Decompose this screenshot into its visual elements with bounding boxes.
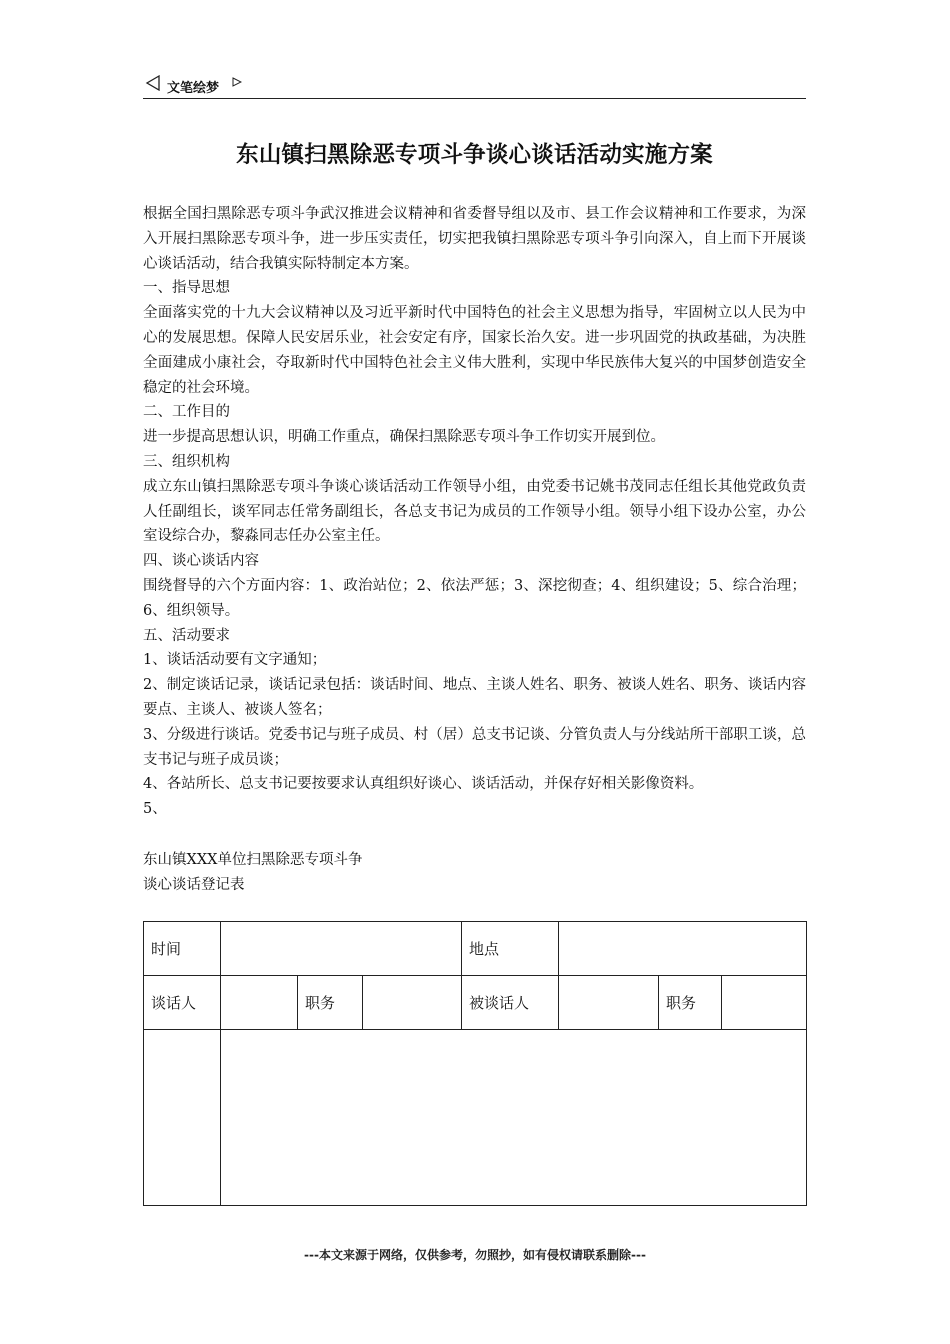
document-title: 东山镇扫黑除恶专项斗争谈心谈话活动实施方案 [236,142,713,168]
register-form-name: 谈心谈话登记表 [143,876,245,893]
section-heading: 二、工作目的 [143,404,230,421]
place-field[interactable] [559,922,807,976]
list-item: 1、谈话活动要有文字通知； [143,652,327,669]
list-item: 5、 [143,801,167,818]
triangle-right-icon [232,77,242,87]
register-caption [143,848,362,898]
talkee-position-cell [659,976,807,1030]
table-row [144,1030,807,1206]
register-unit-line: 东山镇XXX单位扫黑除恶专项斗争 [143,852,363,868]
talkee-field[interactable] [559,976,659,1030]
table-row [144,976,807,1030]
content-label-cell [144,1030,221,1206]
intro-paragraph: 根据全国扫黑除恶专项斗争武汉推进会议精神和省委督导组以及市、县工作会议精神和工作要求，为深入开展扫黑除恶专项斗争，进一步压实责任，切实把我镇扫黑除恶专项斗争引向深入，自上而下开展谈心谈话活动，结合我镇实际特制定本方案。 [143,206,806,272]
document-body [143,202,806,822]
section-heading: 四、谈心谈话内容 [143,553,259,570]
talker-position-label: 职务 [298,976,363,1030]
list-item: 4、各站所长、总支书记要按要求认真组织好谈心、谈话活动，并保存好相关影像资料。 [143,776,704,793]
list-item: 2、制定谈话记录，谈话记录包括：谈话时间、地点、主谈人姓名、职务、被谈人姓名、职务、谈话内容要点、主谈人、被谈人签名； [143,677,806,718]
section-heading: 三、组织机构 [143,453,230,470]
body-paragraph: 成立东山镇扫黑除恶专项斗争谈心谈话活动工作领导小组，由党委书记姚书茂同志任组长其他党政负责人任副组长，谈军同志任常务副组长，各总支书记为成员的工作领导小组。领导小组下设办公室，办公室设综合办，黎淼同志任办公室主任。 [143,478,806,545]
talkee-position-label: 职务 [659,976,722,1029]
body-paragraph: 进一步提高思想认识，明确工作重点，确保扫黑除恶专项斗争工作切实开展到位。 [143,429,665,446]
talkee-label: 被谈话人 [462,976,559,1030]
talker-label: 谈话人 [144,976,221,1030]
footer-disclaimer: ---本文来源于网络，仅供参考，勿照抄，如有侵权请联系删除--- [304,1248,646,1262]
talkee-position-field[interactable] [722,976,806,1029]
header-brand: 文笔绘梦 [167,81,220,96]
section-heading: 一、指导思想 [143,280,230,297]
place-label: 地点 [462,922,559,976]
talk-register-table [143,921,807,1206]
time-label: 时间 [144,922,221,976]
triangle-left-icon [145,75,161,91]
list-item: 3、分级进行谈话。党委书记与班子成员、村（居）总支书记谈、分管负责人与分线站所干部职工谈，总支书记与班子成员谈； [143,726,806,768]
section-heading: 五、活动要求 [143,627,230,644]
time-field[interactable] [221,922,462,976]
talker-field[interactable] [221,976,298,1030]
body-paragraph: 全面落实党的十九大会议精神以及习近平新时代中国特色的社会主义思想为指导，牢固树立以人民为中心的发展思想。保障人民安居乐业，社会安定有序，国家长治久安。进一步巩固党的执政基础，为决胜全面建成小康社会，夺取新时代中国特色社会主义伟大胜利，实现中华民族伟大复兴的中国梦创造安全稳定的社会环境。 [143,305,806,396]
page-header [143,72,806,99]
talker-position-field[interactable] [363,976,462,1030]
body-paragraph: 围绕督导的六个方面内容：1、政治站位；2、依法严惩；3、深挖彻查；4、组织建设；5、综合治理；6、组织领导。 [143,577,806,619]
table-row [144,922,807,976]
content-field[interactable] [221,1030,807,1206]
